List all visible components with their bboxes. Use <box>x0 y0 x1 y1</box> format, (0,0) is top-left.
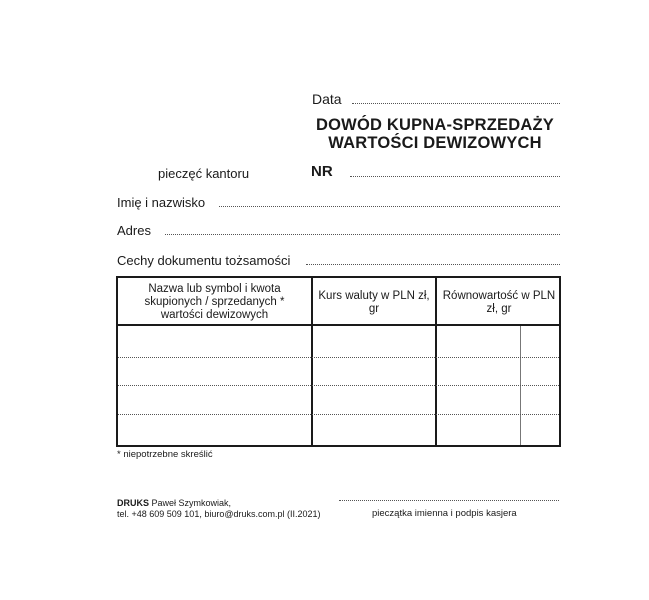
cashier-signature-field[interactable] <box>339 500 559 501</box>
footnote: * niepotrzebne skreślić <box>117 449 213 460</box>
column-header-exchange-rate: Kurs waluty w PLN zł, gr <box>318 290 430 315</box>
table-row[interactable] <box>118 357 559 358</box>
publisher-line <box>117 498 231 508</box>
header-divider <box>118 324 559 326</box>
id-document-field[interactable] <box>306 264 560 265</box>
table-row[interactable] <box>118 385 559 386</box>
date-label: Data <box>312 91 342 107</box>
name-label: Imię i nazwisko <box>117 195 206 210</box>
currency-table <box>116 276 561 447</box>
column-header-currency-name: Nazwa lub symbol i kwota skupionych / sprzedanych * wartości dewizowych <box>144 283 285 321</box>
publisher-brand: DRUKS <box>117 498 150 508</box>
cashier-signature-label: pieczątka imienna i podpis kasjera <box>372 508 517 519</box>
document-title-line1: DOWÓD KUPNA-SPRZEDAŻY <box>316 116 554 134</box>
number-label: NR <box>311 163 333 180</box>
id-document-label: Cechy dokumentu tożsamości <box>117 253 291 268</box>
date-field[interactable] <box>352 103 560 104</box>
exchange-office-stamp-label: pieczęć kantoru <box>158 166 250 181</box>
address-label: Adres <box>117 223 151 238</box>
document-title-line2: WARTOŚCI DEWIZOWYCH <box>328 134 542 152</box>
column-divider <box>311 278 313 445</box>
publisher-contact: tel. +48 609 509 101, biuro@druks.com.pl (II.2021) <box>117 509 321 519</box>
publisher-owner: Paweł Szymkowiak, <box>151 498 232 508</box>
column-divider <box>435 278 437 445</box>
column-header-pln-equivalent: Równowartość w PLN zł, gr <box>442 290 556 315</box>
name-field[interactable] <box>219 206 560 207</box>
number-field[interactable] <box>350 176 560 177</box>
table-row[interactable] <box>118 414 559 415</box>
address-field[interactable] <box>165 234 560 235</box>
